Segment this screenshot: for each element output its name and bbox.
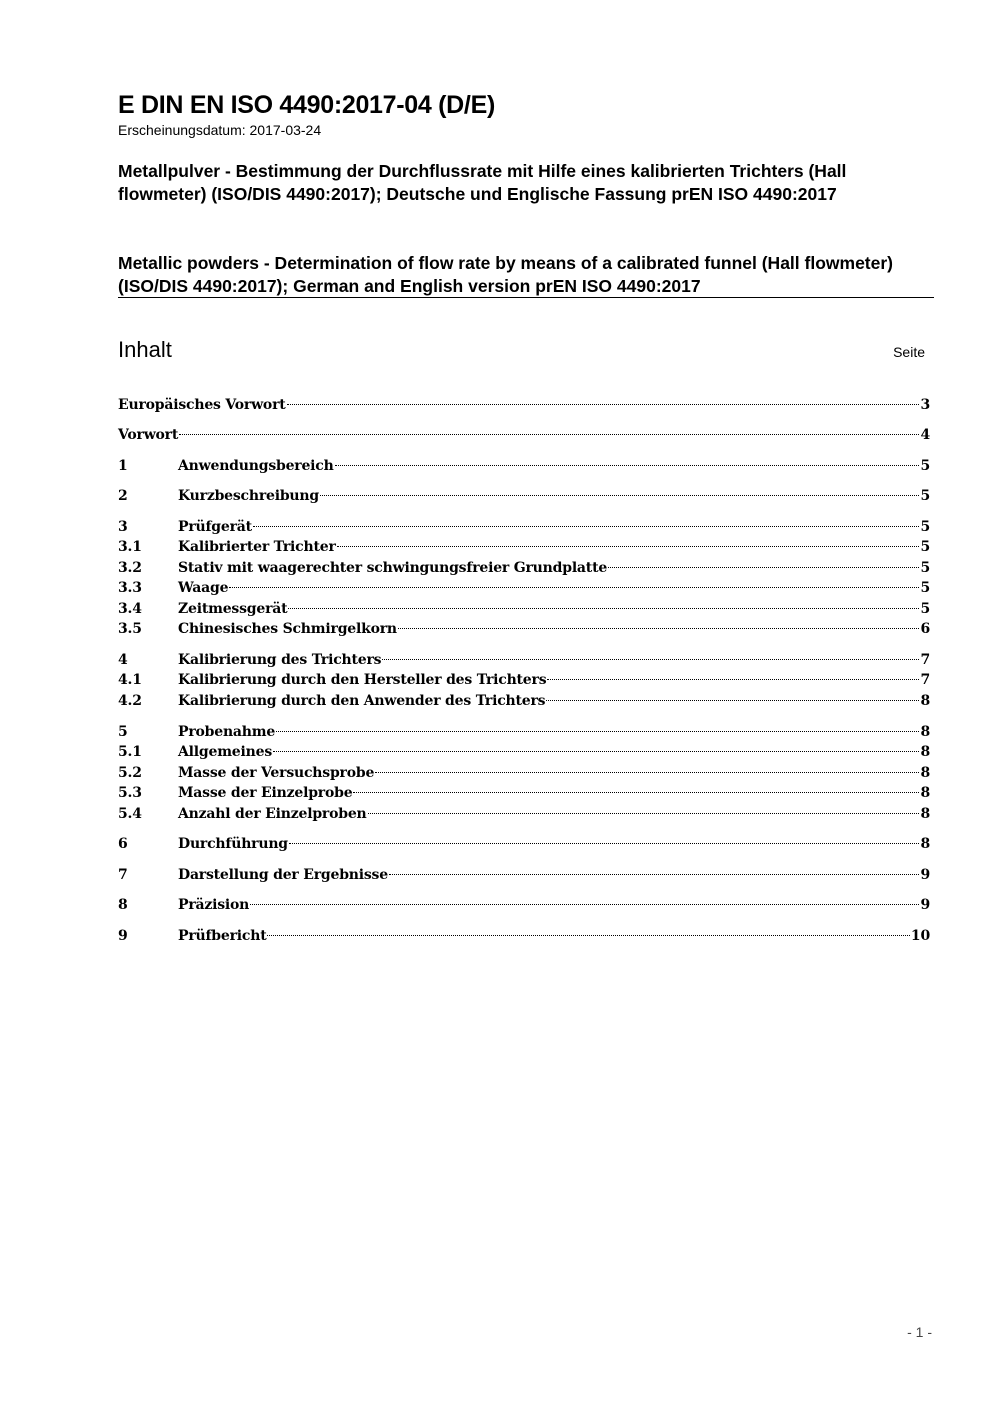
toc-entry-number: 3 (118, 519, 128, 535)
toc-entry-label: Prüfgerät (178, 519, 252, 535)
toc-entry-label: Kalibrierung durch den Anwender des Trichters (178, 693, 546, 709)
toc-entry-number: 5.2 (118, 765, 142, 781)
toc-leader-dots (253, 526, 920, 527)
toc-leader-dots (287, 404, 920, 405)
toc-leader-dots (368, 813, 920, 814)
toc-entry[interactable] (118, 783, 930, 803)
toc-entry[interactable] (118, 834, 930, 854)
toc-entry[interactable] (118, 670, 930, 690)
toc-entry[interactable] (118, 763, 930, 783)
toc-entry-label: Darstellung der Ergebnisse (178, 867, 388, 883)
toc-entry-number: 5.3 (118, 785, 142, 801)
toc-entry-label: Kurzbeschreibung (178, 488, 319, 504)
toc-leader-dots (337, 546, 920, 547)
toc-entry-number: 4.2 (118, 693, 142, 709)
toc-leader-dots (547, 679, 919, 680)
toc-entry-number: 7 (118, 867, 128, 883)
toc-entry-number: 3.1 (118, 539, 142, 555)
toc-entry-label: Vorwort (118, 427, 179, 443)
toc-entry-number: 6 (118, 836, 128, 852)
title-english: Metallic powders - Determination of flow rate by means of a calibrated funnel (Hall flowmeter) (ISO/DIS 4490:2017); German and English version prEN ISO 4490:2017 (118, 253, 893, 296)
toc-entry[interactable] (118, 865, 930, 885)
toc-leader-dots (250, 904, 919, 905)
toc-entry-page: 5 (920, 601, 930, 617)
toc-leader-dots (375, 772, 919, 773)
toc-entry[interactable] (118, 926, 930, 946)
toc-entry-label: Durchführung (178, 836, 288, 852)
toc-entry-label: Kalibrierung des Trichters (178, 652, 382, 668)
toc-entry-page: 3 (920, 397, 930, 413)
toc-entry[interactable] (118, 456, 930, 476)
toc-entry-page: 5 (920, 458, 930, 474)
page-number: - 1 - (907, 1324, 932, 1340)
toc-entry[interactable] (118, 691, 930, 711)
toc-entry-page: 8 (920, 836, 930, 852)
toc-entry-page: 10 (910, 928, 930, 944)
toc-entry-number: 9 (118, 928, 128, 944)
toc-leader-dots (398, 628, 920, 629)
toc-entry-page: 5 (920, 519, 930, 535)
toc-leader-dots (267, 935, 909, 936)
toc-entry-label: Anwendungsbereich (178, 458, 334, 474)
toc-entry[interactable] (118, 558, 930, 578)
document-number: E DIN EN ISO 4490:2017-04 (D/E) (118, 91, 495, 119)
toc-entry-label: Europäisches Vorwort (118, 397, 286, 413)
toc-entry[interactable] (118, 804, 930, 824)
toc-entry-number: 3.2 (118, 560, 142, 576)
toc-entry-number: 5 (118, 724, 128, 740)
toc-entry-page: 8 (920, 785, 930, 801)
toc-entry[interactable] (118, 742, 930, 762)
toc-entry[interactable] (118, 722, 930, 742)
title-german: Metallpulver - Bestimmung der Durchflussrate mit Hilfe eines kalibrierten Trichters (Hall flowmeter) (ISO/DIS 4490:2017); Deutsche und Englische Fassung prEN ISO 4490:2017 (118, 161, 847, 204)
toc-entry-page: 5 (920, 560, 930, 576)
toc-entry-label: Allgemeines (178, 744, 273, 760)
toc-leader-dots (229, 587, 919, 588)
toc-entry[interactable] (118, 619, 930, 639)
toc-entry-label: Präzision (178, 897, 250, 913)
toc-entry[interactable] (118, 650, 930, 670)
toc-entry-number: 1 (118, 458, 128, 474)
toc-entry-number: 3.4 (118, 601, 142, 617)
toc-entry-page: 8 (920, 724, 930, 740)
toc-leader-dots (389, 874, 920, 875)
toc-entry-number: 5.4 (118, 806, 142, 822)
toc-entry[interactable] (118, 537, 930, 557)
toc-heading: Inhalt (118, 337, 172, 362)
toc-entry-page: 8 (920, 806, 930, 822)
toc-entry-number: 8 (118, 897, 128, 913)
toc-entry-page: 4 (920, 427, 930, 443)
toc-entry-number: 3.3 (118, 580, 142, 596)
toc-leader-dots (320, 495, 919, 496)
toc-page-column-label: Seite (893, 344, 925, 360)
toc-entry-page: 8 (920, 693, 930, 709)
toc-entry-number: 4 (118, 652, 128, 668)
toc-entry-label: Probenahme (178, 724, 276, 740)
toc-entry-page: 8 (920, 765, 930, 781)
toc-entry[interactable] (118, 895, 930, 915)
toc-entry-label: Masse der Versuchsprobe (178, 765, 375, 781)
toc-entry[interactable] (118, 517, 930, 537)
issue-date: Erscheinungsdatum: 2017-03-24 (118, 122, 322, 138)
toc-leader-dots (335, 465, 920, 466)
toc-entry-number: 4.1 (118, 672, 142, 688)
toc-entry-page: 9 (920, 867, 930, 883)
toc-entry-page: 5 (920, 580, 930, 596)
toc-entry-label: Masse der Einzelprobe (178, 785, 353, 801)
toc-leader-dots (353, 792, 919, 793)
toc-leader-dots (288, 608, 919, 609)
toc-entry-page: 5 (920, 488, 930, 504)
toc-entry-page: 9 (920, 897, 930, 913)
toc-entry-page: 8 (920, 744, 930, 760)
toc-entry[interactable] (118, 395, 930, 415)
toc-entry[interactable] (118, 425, 930, 445)
toc-entry-number: 5.1 (118, 744, 142, 760)
toc-leader-dots (546, 700, 919, 701)
toc-entry-page: 7 (920, 652, 930, 668)
toc-entry-number: 2 (118, 488, 128, 504)
toc-leader-dots (382, 659, 919, 660)
toc-entry-label: Stativ mit waagerechter schwingungsfreier Grundplatte (178, 560, 608, 576)
toc-entry-label: Prüfbericht (178, 928, 267, 944)
toc-entry-label: Zeitmessgerät (178, 601, 288, 617)
toc-entry-label: Kalibrierung durch den Hersteller des Trichters (178, 672, 547, 688)
toc-entry[interactable] (118, 486, 930, 506)
toc-entry-label: Anzahl der Einzelproben (178, 806, 367, 822)
toc-entry-label: Waage (178, 580, 229, 596)
toc-entry-page: 5 (920, 539, 930, 555)
toc-entry-page: 7 (920, 672, 930, 688)
toc-entry-page: 6 (920, 621, 930, 637)
toc-entry-label: Kalibrierter Trichter (178, 539, 336, 555)
toc-entry-label: Chinesisches Schmirgelkorn (178, 621, 397, 637)
toc-entry[interactable] (118, 578, 930, 598)
toc-leader-dots (276, 731, 919, 732)
title-divider (118, 297, 934, 298)
toc-entry-number: 3.5 (118, 621, 142, 637)
toc-entry[interactable] (118, 599, 930, 619)
toc-leader-dots (608, 567, 919, 568)
toc-leader-dots (289, 843, 920, 844)
toc-leader-dots (273, 751, 919, 752)
toc-leader-dots (179, 434, 919, 435)
